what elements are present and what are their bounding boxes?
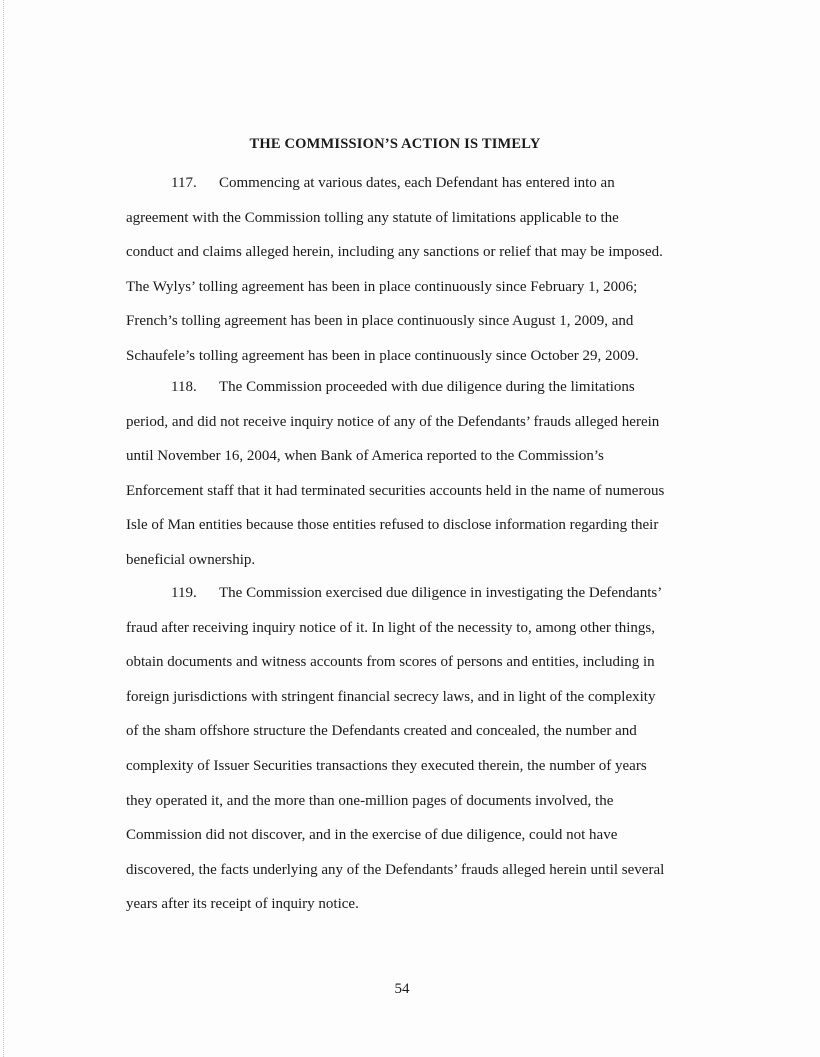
paragraph-line: foreign jurisdictions with stringent financial secrecy laws, and in light of the complexity — [126, 688, 656, 705]
paragraph-line: beneficial ownership. — [126, 551, 256, 568]
paragraph-line: of the sham offshore structure the Defendants created and concealed, the number and — [126, 723, 637, 740]
paragraph-line: Schaufele’s tolling agreement has been in place continuously since October 29, 2009. — [126, 347, 639, 364]
paragraph-line: 119. The Commission exercised due diligence in investigating the Defendants’ — [126, 576, 666, 611]
paragraph-line: 117. Commencing at various dates, each Defendant has entered into an — [126, 166, 666, 201]
paragraph-line: Isle of Man entities because those entities refused to disclose information regarding their — [126, 517, 659, 534]
paragraph-line: discovered, the facts underlying any of the Defendants’ frauds alleged herein until several — [126, 861, 665, 878]
paragraph-line: 118. The Commission proceeded with due diligence during the limitations — [126, 370, 666, 405]
scan-edge-artifact — [3, 0, 5, 1057]
paragraph-line: obtain documents and witness accounts from scores of persons and entities, including in — [126, 654, 655, 671]
section-heading: THE COMMISSION’S ACTION IS TIMELY — [249, 136, 541, 152]
paragraph-number: 119. — [171, 585, 197, 601]
page-number: 54 — [394, 981, 410, 997]
paragraph-118 — [126, 370, 666, 578]
paragraph-line: The Wylys’ tolling agreement has been in place continuously since February 1, 2006; — [126, 278, 638, 295]
paragraph-line: Commission did not discover, and in the exercise of due diligence, could not have — [126, 827, 618, 844]
paragraph-line: French’s tolling agreement has been in place continuously since August 1, 2009, and — [126, 313, 634, 330]
paragraph-line: fraud after receiving inquiry notice of it. In light of the necessity to, among other things, — [126, 619, 656, 636]
paragraph-line: complexity of Issuer Securities transactions they executed therein, the number of years — [126, 757, 647, 774]
paragraph-line: they operated it, and the more than one-million pages of documents involved, the — [126, 792, 614, 809]
paragraph-117 — [126, 166, 666, 374]
paragraph-line: Enforcement staff that it had terminated securities accounts held in the name of numerous — [126, 482, 665, 499]
paragraph-line: years after its receipt of inquiry notice. — [126, 896, 359, 913]
paragraph-number: 117. — [171, 175, 197, 191]
paragraph-line: until November 16, 2004, when Bank of America reported to the Commission’s — [126, 448, 604, 465]
paragraph-line: agreement with the Commission tolling any statute of limitations applicable to the — [126, 209, 619, 226]
paragraph-number: 118. — [171, 379, 197, 395]
paragraph-119 — [126, 576, 666, 922]
paragraph-line: conduct and claims alleged herein, including any sanctions or relief that may be imposed. — [126, 244, 663, 261]
paragraph-line: period, and did not receive inquiry notice of any of the Defendants’ frauds alleged herein — [126, 413, 660, 430]
